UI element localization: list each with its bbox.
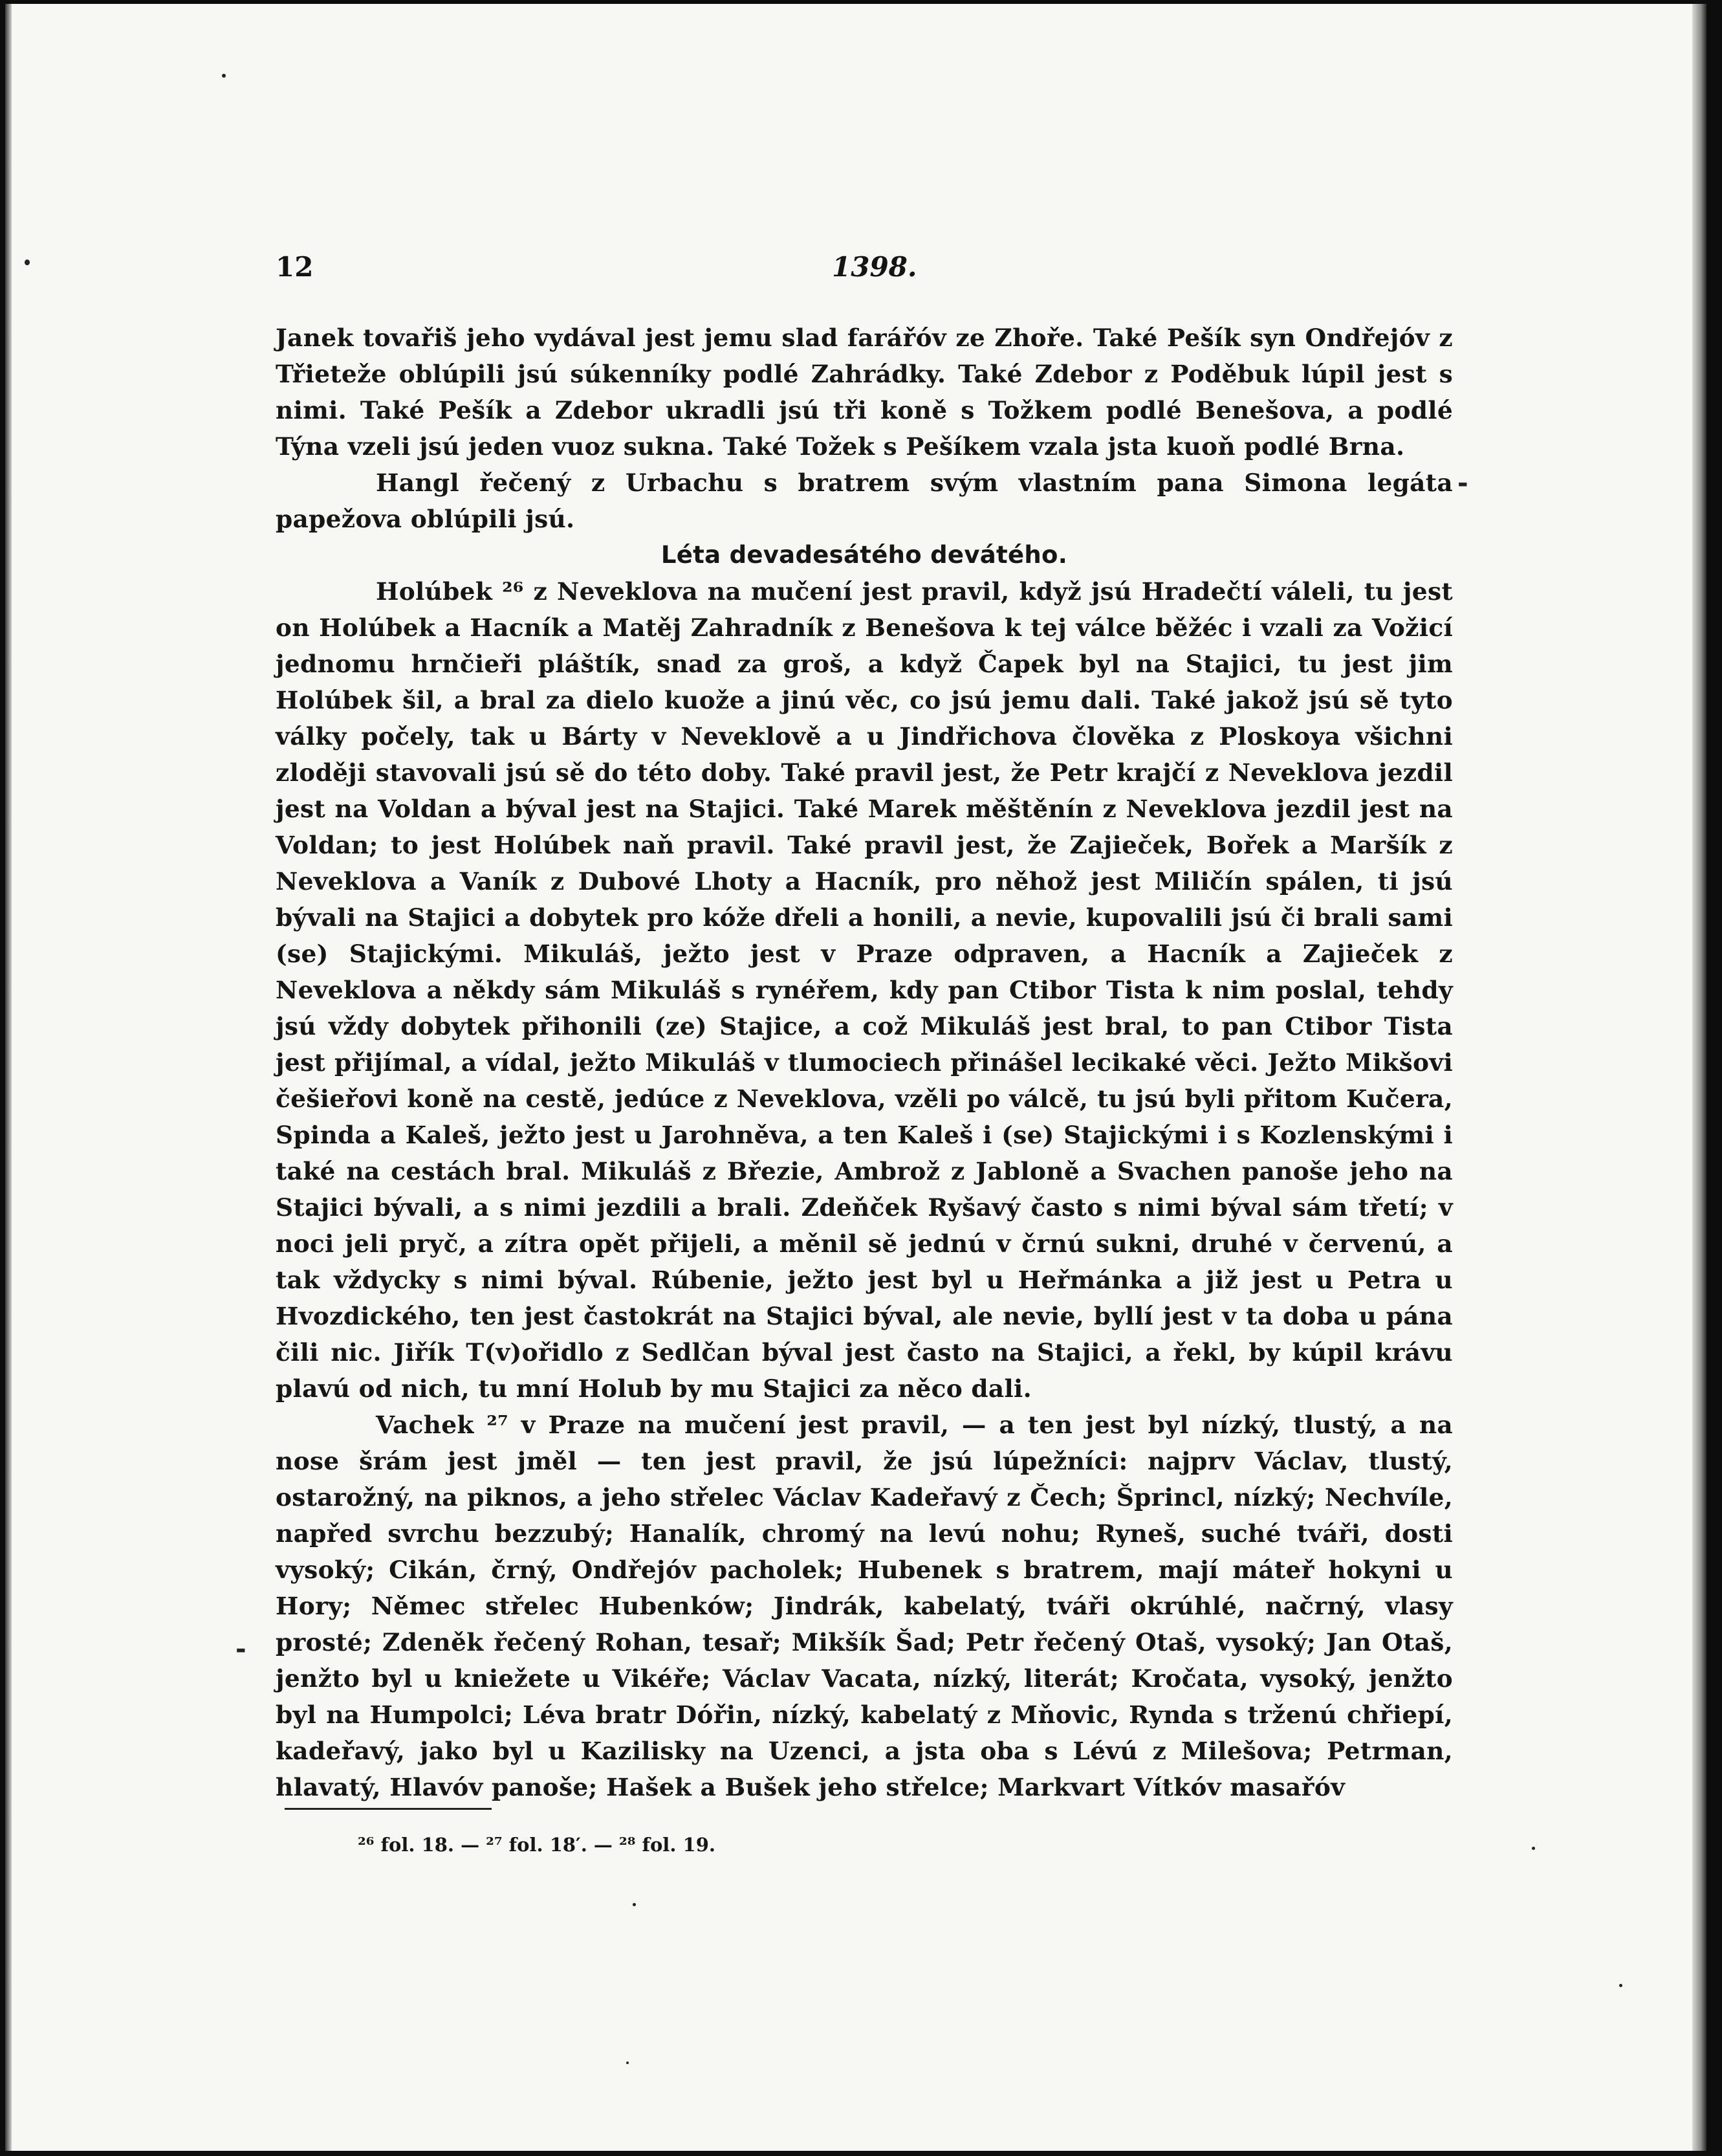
page-number: 12 (276, 251, 314, 283)
running-header (276, 251, 1453, 290)
page-right-edge (1692, 4, 1706, 2151)
scan-speck (1619, 1984, 1622, 1987)
footnotes: ²⁶ fol. 18. — ²⁷ fol. 18′. — ²⁸ fol. 19. (358, 1834, 715, 1856)
section-heading: Léta devadesátého devátého. (660, 541, 1068, 569)
scanned-page (5, 4, 1706, 2151)
paragraph-hangl: Hangl řečený z Urbachu s bratrem svým vlastním pana Simona legáta papežova oblúpili jsú. (276, 468, 1453, 533)
scan-speck (626, 2062, 629, 2064)
page-left-shadow (5, 4, 12, 2151)
scan-speck (633, 1903, 636, 1906)
scan-speck (1532, 1847, 1535, 1850)
scan-speck (222, 74, 226, 78)
paragraph-vachek: Vachek ²⁷ v Praze na mučení jest pravil, — a ten jest byl nízký, tlustý, a na nose šrám jest jměl — ten jest pravil, že jsú lúpežníci: najprv Václav, tlustý, ostarožný, na piknos, a jeho střelec Václav Kadeřavý z Čech; Šprincl, nízký; Nechvíle, napřed svrchu bezzubý; Hanalík, chromý na levú nohu; Ryneš, suché tváři, dosti vysoký; Cikán, črný, Ondřejóv pacholek; Hubenek s bratrem, mají máteř hokyni u Hory; Němec střelec Hubenków; Jindrák, kabelatý, tváři okrúhlé, načrný, vlasy prosté; Zdeněk řečený Rohan, tesař; Mikšík Šad; Petr řečený Otaš, vysoký; Jan Otaš, jenžto byl u kniežete u Vikéře; Václav Vacata, nízký, literát; Kročata, vysoký, jenžto byl na Humpolci; Léva bratr Dóřin, nízký, kabelatý z Mňovic, Rynda s trženú chřiepí, kadeřavý, jako byl u Kazilisky na Uzenci, a jsta oba s Lévú z Milešova; Petrman, hlavatý, Hlavóv panoše; Hašek a Bušek jeho střelce; Markvart Vítkóv masařóv (276, 1411, 1453, 1801)
footnote-rule (285, 1808, 492, 1810)
running-year: 1398. (832, 251, 917, 283)
margin-dash-mark: - (1457, 468, 1468, 498)
paragraph-janek: Janek tovařiš jeho vydával jest jemu slad farářóv ze Zhoře. Také Pešík syn Ondřejóv z Třieteže oblúpili jsú súkenníky podlé Zahrádky. Také Zdebor z Poděbuk lúpil jest s nimi. Také Pešík a Zdebor ukradli jsú tři koně s Tožkem podlé Benešova, a podlé Týna vzeli jsú jeden vuoz sukna. Také Tožek s Pešíkem vzala jsta kuoň podlé Brna. (276, 324, 1453, 461)
main-text (276, 320, 1453, 1805)
scan-speck (25, 259, 30, 265)
paragraph-holubek: Holúbek ²⁶ z Neveklova na mučení jest pravil, když jsú Hradečtí váleli, tu jest on Holúbek a Hacník a Matěj Zahradník z Benešova k tej válce běžéc i vzali za Vožicí jednomu hrnčieři pláštík, snad za groš, a když Čapek byl na Stajici, tu jest jim Holúbek šil, a bral za dielo kuože a jinú věc, co jsú jemu dali. Také jakož jsú sě tyto války počely, tak u Bárty v Neveklově a u Jindřichova člověka z Ploskoya všichni zloději stavovali jsú sě do této doby. Také pravil jest, že Petr krajčí z Neveklova jezdil jest na Voldan a býval jest na Stajici. Také Marek měštěnín z Neveklova jezdil jest na Voldan; to jest Holúbek naň pravil. Také pravil jest, že Zajieček, Bořek a Maršík z Neveklova a Vaník z Dubové Lhoty a Hacník, pro něhož jest Miličín spálen, ti jsú bývali na Stajici a dobytek pro kóže dřeli a honili, a nevie, kupovalili jsú či brali sami (se) Stajickými. Mikuláš, ježto jest v Praze odpraven, a Hacník a Zajieček z Neveklova a někdy sám Mikuláš s rynéřem, kdy pan Ctibor Tista k nim poslal, tehdy jsú vždy dobytek přihonili (ze) Stajice, a což Mikuláš jest bral, to pan Ctibor Tista jest přijímal, a vídal, ježto Mikuláš v tlumociech přinášel lecikaké věci. Ježto Mikšovi češieřovi koně na cestě, jedúce z Neveklova, vzěli po válcě, tu jsú byli přitom Kučera, Spinda a Kaleš, ježto jest u Jarohněva, a ten Kaleš i (se) Stajickými i s Kozlenskými i také na cestách bral. Mikuláš z Březie, Ambrož z Jabloně a Svachen panoše jeho na Stajici bývali, a s nimi jezdili a brali. Zdeňček Ryšavý často s nimi býval sám třetí; v noci jeli pryč, a zítra opět přijeli, a měnil sě jednú v črnú sukni, druhé v červenú, a tak vždycky s nimi býval. Rúbenie, ježto jest byl u Heřmánka a již jest u Petra u Hvozdického, ten jest častokrát na Stajici býval, ale nevie, byllí jest v ta doba u pána čili nic. Jiřík T(v)ořidlo z Sedlčan býval jest často na Stajici, a řekl, by kúpil krávu plavú od nich, tu mní Holub by mu Stajici za něco dali. (276, 577, 1453, 1403)
margin-dash-mark: - (235, 1634, 246, 1664)
